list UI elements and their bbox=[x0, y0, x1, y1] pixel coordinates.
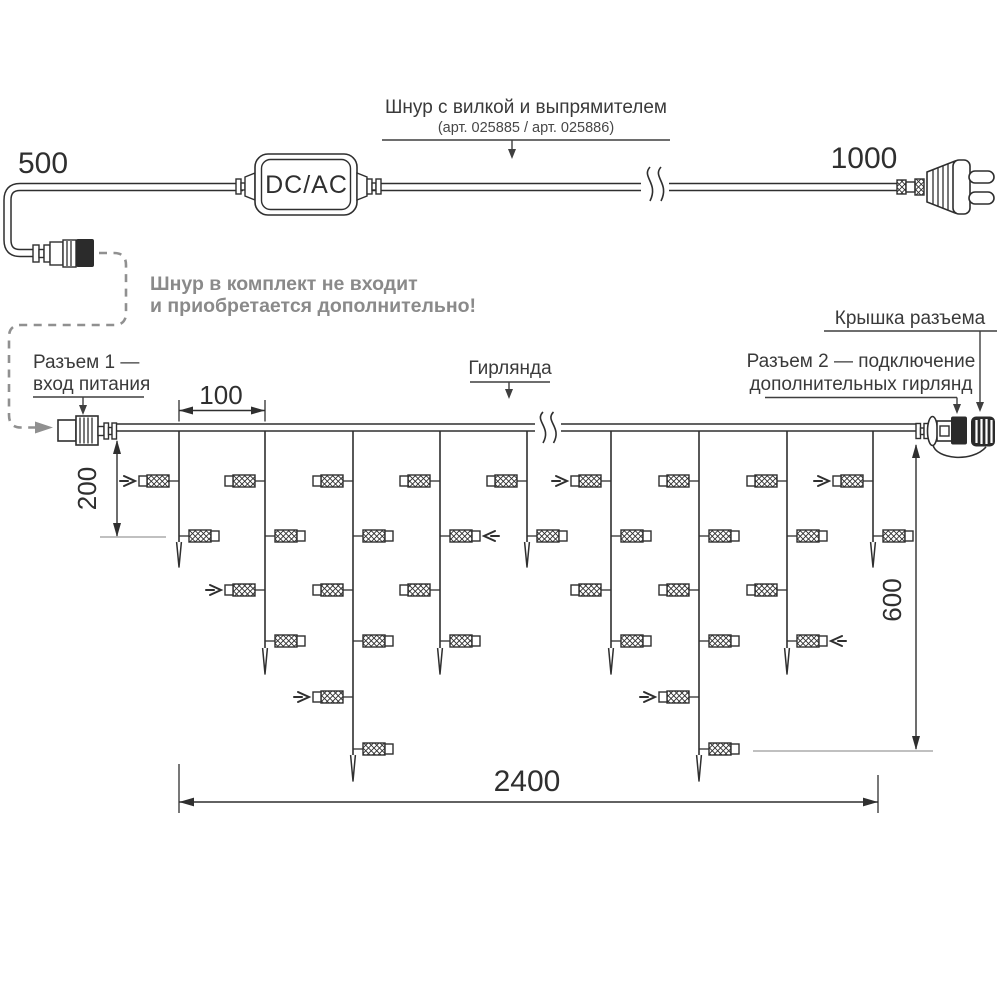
cap-label: Крышка разъема bbox=[834, 308, 986, 329]
garland-callout bbox=[468, 358, 552, 399]
cord-left-length-label: 500 bbox=[18, 147, 69, 180]
dimension-100 bbox=[179, 380, 265, 422]
input-connector-icon bbox=[58, 416, 117, 445]
garland-drop bbox=[833, 432, 913, 568]
lamp-icon bbox=[313, 584, 353, 596]
lamp-icon bbox=[139, 475, 179, 487]
lamp-icon bbox=[353, 635, 393, 647]
lamp-icon bbox=[699, 635, 739, 647]
lamp-icon bbox=[225, 475, 265, 487]
lamp-icon bbox=[265, 635, 305, 647]
dc-ac-converter bbox=[236, 154, 381, 215]
garland-drop bbox=[747, 432, 827, 675]
garland-break-icon bbox=[535, 410, 561, 447]
lamp-icon bbox=[659, 475, 699, 487]
lamp-icon bbox=[611, 635, 651, 647]
power-plug-icon bbox=[897, 160, 994, 214]
max-drop-length-label: 600 bbox=[877, 578, 907, 622]
lamp-icon bbox=[571, 584, 611, 596]
cord-left-wire bbox=[8, 187, 244, 253]
garland-drop bbox=[139, 432, 219, 568]
cord-note-line1: Шнур в комплект не входит bbox=[150, 273, 418, 295]
garland-drop bbox=[487, 432, 567, 568]
garland-drop bbox=[659, 432, 739, 782]
lamp-icon bbox=[747, 475, 787, 487]
dimension-200 bbox=[72, 440, 166, 537]
direction-arrow-icon bbox=[206, 585, 221, 595]
garland-section bbox=[33, 308, 997, 813]
input-label-line1: Разъем 1 — bbox=[33, 352, 140, 373]
lamp-icon bbox=[440, 530, 480, 542]
lamp-icon bbox=[313, 475, 353, 487]
garland-drop bbox=[313, 432, 393, 782]
lamp-icon bbox=[873, 530, 913, 542]
lamp-icon bbox=[833, 475, 873, 487]
cord-break-icon bbox=[641, 165, 669, 209]
dashed-connection-path bbox=[9, 253, 126, 434]
garland-drop bbox=[571, 432, 651, 675]
direction-arrow-icon bbox=[640, 692, 655, 702]
output-label-line1: Разъем 2 — подключение bbox=[746, 351, 976, 372]
direction-arrow-icon bbox=[814, 476, 829, 486]
lamp-icon bbox=[571, 475, 611, 487]
garland-drop bbox=[400, 432, 480, 675]
lamp-icon bbox=[225, 584, 265, 596]
lamp-icon bbox=[400, 584, 440, 596]
lamp-icon bbox=[659, 691, 699, 703]
garland-drops-layer bbox=[120, 432, 913, 782]
cord-callout bbox=[382, 97, 670, 159]
lamp-icon bbox=[659, 584, 699, 596]
lamp-icon bbox=[747, 584, 787, 596]
cord-right-length-label: 1000 bbox=[830, 142, 898, 175]
lamp-icon bbox=[353, 530, 393, 542]
lamp-icon bbox=[487, 475, 527, 487]
cord-note-line2: и приобретается дополнительно! bbox=[150, 295, 477, 317]
dc-output-connector-icon bbox=[33, 239, 94, 267]
lamp-icon bbox=[787, 530, 827, 542]
output-label-line2: дополнительных гирлянд bbox=[749, 374, 973, 395]
lamp-icon bbox=[179, 530, 219, 542]
input-connector-callout bbox=[33, 352, 150, 415]
first-drop-length-label: 200 bbox=[72, 466, 102, 511]
garland-drop bbox=[225, 432, 305, 675]
direction-arrow-icon bbox=[120, 476, 135, 486]
direction-arrow-icon bbox=[484, 531, 499, 541]
input-label-line2: вход питания bbox=[33, 374, 151, 395]
cord-title-label: Шнур с вилкой и выпрямителем bbox=[385, 97, 667, 118]
cord-subtitle-label: (арт. 025885 / арт. 025886) bbox=[437, 120, 615, 136]
output-connector-callout bbox=[747, 351, 976, 414]
lamp-icon bbox=[699, 530, 739, 542]
total-length-label: 2400 bbox=[493, 765, 561, 798]
lamp-icon bbox=[527, 530, 567, 542]
lamp-icon bbox=[265, 530, 305, 542]
lamp-icon bbox=[440, 635, 480, 647]
converter-label: DC/AC bbox=[265, 171, 348, 199]
lamp-icon bbox=[699, 743, 739, 755]
dimension-2400 bbox=[179, 764, 878, 813]
lamp-icon bbox=[313, 691, 353, 703]
lamp-icon bbox=[611, 530, 651, 542]
direction-arrow-icon bbox=[831, 636, 846, 646]
cord-note bbox=[150, 273, 476, 317]
dimension-600 bbox=[753, 444, 933, 751]
direction-arrow-icon bbox=[552, 476, 567, 486]
lamp-icon bbox=[400, 475, 440, 487]
garland-label: Гирлянда bbox=[468, 358, 552, 379]
direction-arrow-icon bbox=[294, 692, 309, 702]
lamp-icon bbox=[787, 635, 827, 647]
connector-cap-icon bbox=[971, 417, 995, 447]
drop-spacing-label: 100 bbox=[199, 380, 243, 410]
lamp-icon bbox=[353, 743, 393, 755]
